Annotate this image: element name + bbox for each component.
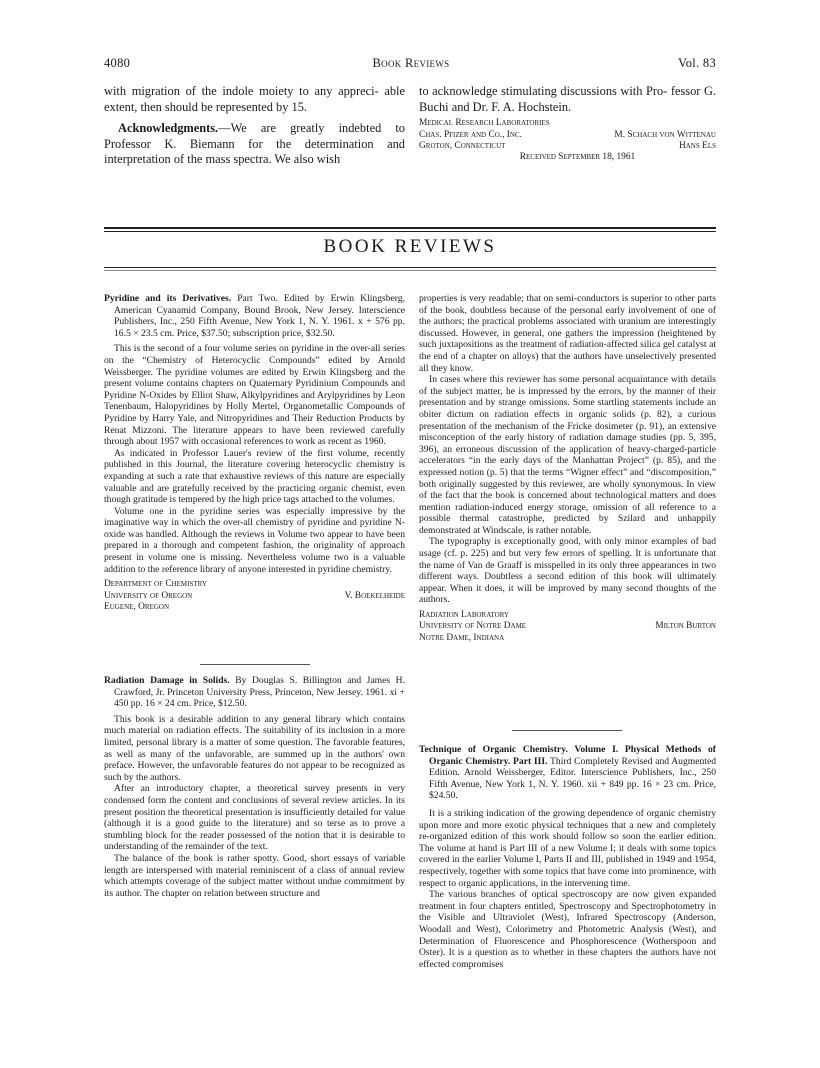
department-line: Department of Chemistry — [104, 579, 207, 590]
lab-line: Radiation Laboratory — [419, 610, 510, 621]
review-paragraph: It is a striking indication of the growing dependence of organic chemistry upon more and more exotic physical techniques that a new and completely re-organized edition of this work should follow so soon the earlier edition. The volume at hand is Part III of a new Volume I; it deals with some topics covered in the earlier Volume I, Parts II and III, published in 1949 and 1954, respectively, together with some topics that have come into prominence, with respect to organic applications, in the intervening time. — [419, 807, 716, 889]
review-separator — [200, 664, 310, 665]
review-paragraph: As indicated in Professor Lauer's review of the first volume, recently published in this Journal, the literature covering heterocyclic chemistry is expanding at such a rate that exhaustive reviews of this nature are especially valuable and are gratefully received by the practicing organic chemist, even though gratitude is tempered by the high price tags attached to the volumes. — [104, 447, 405, 506]
author-2: Hans Els — [678, 141, 716, 151]
university-line: University of Oregon — [104, 590, 193, 601]
prev-article-right-column — [419, 84, 716, 164]
review-paragraph: The various branches of optical spectroscopy are now given expanded treatment in four chapters entitled, Spectroscopy and Spectrophotometry in the Visible and Ultraviolet (West), Infrared Spectroscopy (Anderson, Woodall and West), Colorimetry and Photometric Analysis (West), and Determination of Fluorescence and Phosphorescence (Wotherspoon and Oster). It is a question as to whether in these chapters the authors have not effected compromises — [419, 889, 716, 970]
volume-label: Vol. 83 — [678, 56, 716, 70]
reviewer-name: Milton Burton — [655, 621, 716, 632]
page-number: 4080 — [104, 56, 131, 70]
section-rule-bottom — [104, 267, 716, 268]
reviewer-name: V. Boekelheide — [344, 590, 405, 601]
review-title: Pyridine and its Derivatives. — [104, 293, 232, 304]
review-separator — [512, 730, 622, 731]
reviewer-affiliation — [419, 610, 716, 644]
prev-article-continuation: to acknowledge stimulating discussions with Pro- fessor G. Buchi and Dr. F. A. Hochstein. — [419, 84, 716, 114]
review-citation: Part Two. Edited by Erwin Klingsberg, American Cyanamid Company, Bound Brook, New Jersey. Interscience Publishers, Inc., 250 Fifth Avenue, New York 1, N. Y. 1961. x + 576 pp. 16.5 × 23.5 cm. Price, $37.50; subscription price, $32.50. — [114, 293, 405, 339]
review-title: Technique of Organic Chemistry. Volume I. Physical Methods of Organic Chemistry. Part III. — [419, 744, 716, 767]
review-paragraph: The typography is exceptionally good, with only minor examples of bad usage (cf. p. 225) and but very few errors of spelling. It is unfortunate that the name of Van de Graaff is misspelled in its only three appearances in two different ways. Doubtless a second edition of this book will ultimately appear. When it does, it will be improved by many second thoughts of the authors. — [419, 536, 716, 606]
city-line: Eugene, Oregon — [104, 602, 170, 613]
section-rule-top-thin — [104, 231, 716, 232]
review-title: Radiation Damage in Solids. — [104, 675, 230, 686]
section-title: BOOK REVIEWS — [323, 236, 497, 257]
review-paragraph: properties is very readable; that on semi-conductors is superior to other parts of the book, doubtless because of the personal early involvement of one of the authors; the practical problems associated with uranium are interestingly discussed. However, in general, one gathers the impression (heightened by such juxtapositions as the treatment of radiation-affected silica gel catalyst at the end of a chapter on alloys) that the authors have unselectively presented all they know. — [419, 293, 716, 374]
acknowledgments-heading: Acknowledgments. — [118, 121, 219, 136]
review-paragraph: This book is a desirable addition to any general library which contains much material on radiation effects. The suitability of its inclusion in a more limited, personal library is a matter of some question. The favorable features, as well as many of the unfavorable, are summed up in the authors' own preface. However, the unfavorable features do not appear to be recognized as such by the authors. — [104, 713, 405, 783]
prev-article-text: with migration of the indole moiety to any appreci- able extent, then should be represented by 15. — [104, 84, 405, 114]
review-citation: Third Completely Revised and Augmented Edition. Arnold Weissberger, Editor. Interscience Publishers, Inc., 250 Fifth Avenue, New York 1, N. Y. 1960. xii + 849 pp. 16 × 23 cm. Price, $24.50. — [429, 755, 716, 802]
section-rule-top-thick — [104, 227, 716, 229]
author-1: M. Schach von Wittenau — [614, 129, 716, 140]
review-paragraph: This is the second of a four volume series on pyridine in the over-all series on the “Chemistry of Heterocyclic Compounds” edited by Arnold Weissberger. The pyridine volumes are edited by Erwin Klingsberg and the present volume contains chapters on Quaternary Pyridinium Compounds and Pyridine N-Oxides by Elliot Shaw, Alkylpyridines and Arylpyridines by Leon Tenenbaum, Halopyridines by Holly Mertel, Organometallic Compounds of Pyridine by Harry Yale, and Nitropyridines and Their Reduction Products by Renat Mizzoni. The literature appears to have been reviewed carefully through about 1957 with occasional references to work as recent as 1960. — [104, 343, 405, 448]
location-line: Groton, Connecticut — [419, 141, 506, 151]
city-line: Notre Dame, Indiana — [419, 632, 505, 643]
review-citation: By Douglas S. Billington and James H. Crawford, Jr. Princeton University Press, Princeton, New Jersey. 1961. xi + 450 pp. 16 × 24 cm. Price, $12.50. — [114, 675, 406, 710]
affiliation-block — [419, 118, 716, 164]
review-technique-organic-chemistry — [419, 744, 716, 970]
company-line: Chas. Pfizer and Co., Inc. — [419, 129, 522, 140]
section-rule-bottom-thin — [104, 270, 716, 271]
review-paragraph: After an introductory chapter, a theoretical survey presents in very condensed form the content and conclusions of several review articles. In its present position the theoretical presentation is insufficiently detailed for value (although it is a good guide to the literature) and so terse as to prove a stumbling block for the reader possessed of the notion that it is desirable to understanding of the remainder of the text. — [104, 783, 405, 853]
reviewer-affiliation — [104, 579, 405, 613]
review-paragraph: Volume one in the pyridine series was especially impressive by the imaginative way in which the over-all chemistry of pyridine and pyridine N-oxide was handled. Although the reviews in Volume two appear to have been prepared in a thorough and competent fashion, the originality of approach present in volume one is missing. Nevertheless volume two is a valuable addition to the reference library of anyone interested in pyridine chemistry. — [104, 505, 405, 575]
review-paragraph: The balance of the book is rather spotty. Good, short essays of variable length are interspersed with material reminiscent of a class of annual review which attempts coverage of the subject matter without undue commitment by its author. The chapter on relation between structure and — [104, 852, 405, 899]
lab-line: Medical Research Laboratories — [419, 118, 550, 129]
received-date: Received September 18, 1961 — [519, 152, 636, 163]
acknowledgments-text: —We are greatly indebted to Professor K. Biemann for the determination and interpretation of the mass spectra. We also wish — [104, 121, 405, 167]
prev-article-left-column — [104, 84, 405, 168]
university-line: University of Notre Dame — [419, 621, 527, 632]
running-title: Book Reviews — [372, 56, 450, 70]
review-pyridine — [104, 293, 405, 613]
review-paragraph: In cases where this reviewer has some personal acquaintance with details of the subject matter, he is impressed by the errors, by the manner of their presentation and by strange omissions. Some startling statements include an obiter dictum on radiation effects in organic solids (p. 82), a curious presentation of the mechanism of the Fricke dosimeter (p. 91), an extensive misconception of the early history of radiation damage studies (pp. 5, 395, 396), an erroneous discussion of the application of heavy-charged-particle accelerators “in the early days of the Manhattan Project” (p. 85), and the expressed notion (p. 5) that the terms “Wigner effect” and “discomposition,” both originally suggested by this reviewer, are wholly synonymous. In view of the fact that the book is concerned about technological matters and does mention radiation-induced energy storage, omission of all reference to a possible thermal catastrophe, predicted by Szilard and unhappily demonstrated at Windscale, is rather notable. — [419, 374, 716, 536]
review-radiation-damage-continued — [419, 293, 716, 644]
review-radiation-damage — [104, 675, 405, 899]
